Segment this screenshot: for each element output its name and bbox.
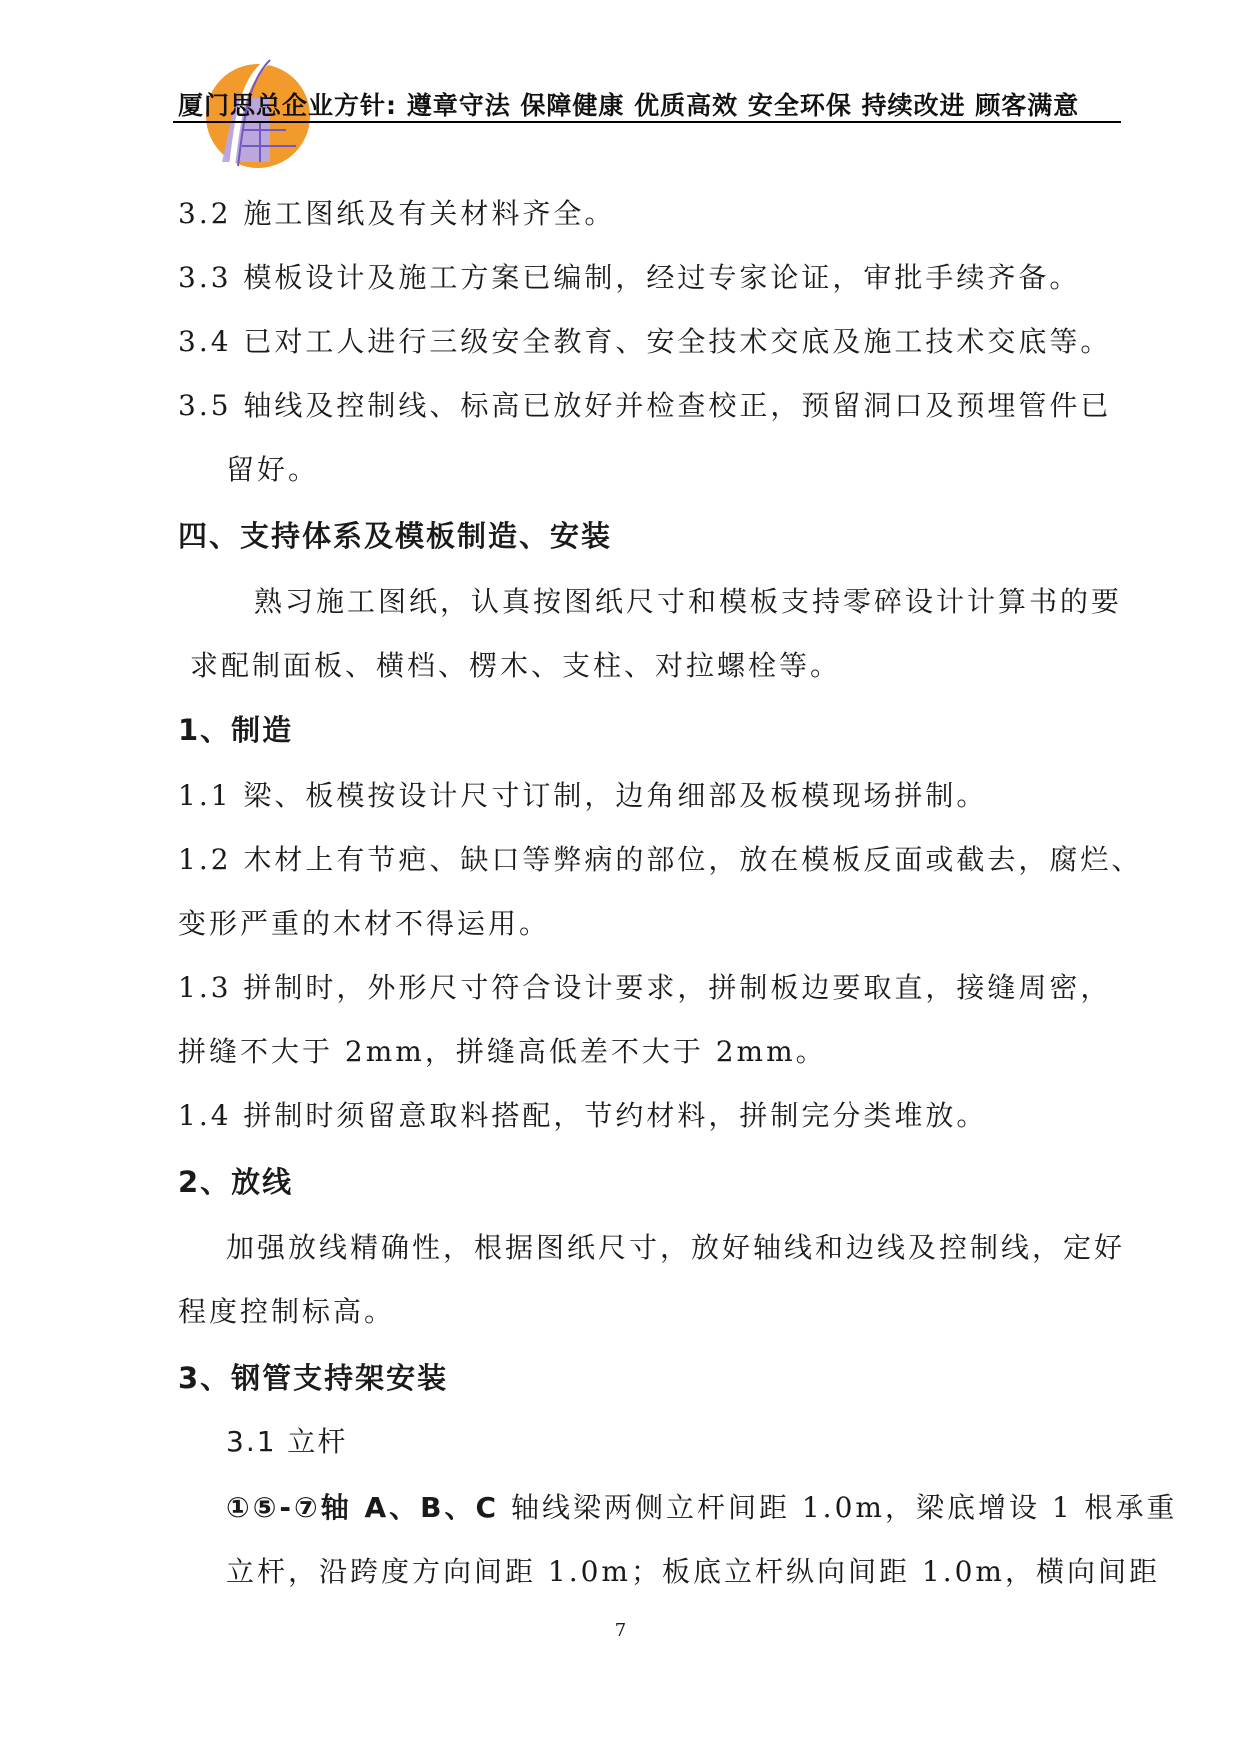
paragraph-3-4: 3.4 已对工人进行三级安全教育、安全技术交底及施工技术交底等。 (178, 325, 1112, 358)
paragraph-3-5-line2: 留好。 (226, 453, 320, 486)
paragraph-1-2-line2: 变形严重的木材不得运用。 (178, 907, 551, 940)
heading-3-steel-support: 3、钢管支持架安装 (178, 1361, 449, 1395)
heading-3-1-pole: 3.1 立杆 (226, 1425, 348, 1458)
paragraph-1-3-line1: 1.3 拼制时，外形尺寸符合设计要求，拼制板边要取直，接缝周密， (178, 971, 1112, 1004)
header-motto: 厦门思总企业方针: 遵章守法 保障健康 优质高效 安全环保 持续改进 顾客满意 (178, 91, 1080, 120)
paragraph-2-line1: 加强放线精确性，根据图纸尺寸，放好轴线和边线及控制线，定好 (226, 1231, 1126, 1264)
axis-reference: ①⑤-⑦轴 A、B、C (226, 1491, 500, 1524)
paragraph-1-1: 1.1 梁、板模按设计尺寸订制，边角细部及板模现场拼制。 (178, 779, 988, 812)
section-4-heading: 四、支持体系及模板制造、安装 (178, 519, 613, 553)
paragraph-1-4: 1.4 拼制时须留意取料搭配，节约材料，拼制完分类堆放。 (178, 1099, 988, 1132)
paragraph-3-1-line1 (226, 1486, 1178, 1526)
intro-line1: 熟习施工图纸，认真按图纸尺寸和模板支持零碎设计计算书的要 (254, 585, 1123, 618)
paragraph-1-2-line1: 1.2 木材上有节疤、缺口等弊病的部位，放在模板反面或截去，腐烂、 (178, 843, 1143, 876)
heading-1-manufacture: 1、制造 (178, 713, 294, 747)
paragraph-3-2: 3.2 施工图纸及有关材料齐全。 (178, 197, 616, 230)
heading-2-layout: 2、放线 (178, 1165, 294, 1199)
intro-line2: 求配制面板、横档、楞木、支柱、对拉螺栓等。 (190, 649, 842, 682)
paragraph-3-1-line2: 立杆，沿跨度方向间距 1.0m；板底立杆纵向间距 1.0m，横向间距 (226, 1555, 1160, 1588)
paragraph-3-5-line1: 3.5 轴线及控制线、标高已放好并检查校正，预留洞口及预埋管件已 (178, 389, 1112, 422)
paragraph-3-3: 3.3 模板设计及施工方案已编制，经过专家论证，审批手续齐备。 (178, 261, 1081, 294)
paragraph-2-line2: 程度控制标高。 (178, 1295, 396, 1328)
paragraph-3-1-line1-text: 轴线梁两侧立杆间距 1.0m，梁底增设 1 根承重 (499, 1491, 1178, 1524)
header-divider (173, 121, 1121, 123)
paragraph-1-3-line2: 拼缝不大于 2mm，拼缝高低差不大于 2mm。 (178, 1035, 827, 1068)
page-number: 7 (614, 1620, 627, 1641)
